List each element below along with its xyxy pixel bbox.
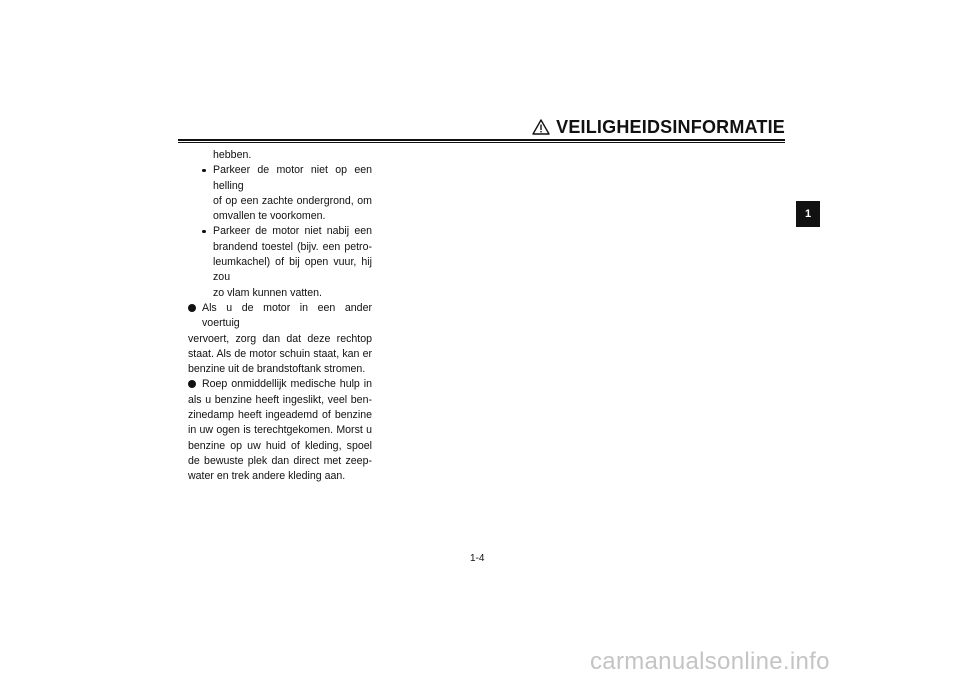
text-line: benzine op uw huid of kleding, spoel: [188, 439, 372, 452]
text-line: brandend toestel (bijv. een petro-: [213, 240, 372, 253]
text-line: water en trek andere kleding aan.: [188, 470, 346, 483]
main-bullet-item-1: [188, 301, 372, 377]
bullet-icon: [188, 380, 196, 388]
text-line: in uw ogen is terechtgekomen. Morst u: [188, 424, 372, 437]
watermark: carmanualsonline.info: [590, 648, 830, 675]
text-line: Als u de motor in een ander voertuig: [202, 301, 372, 330]
main-bullet-item-2: [188, 377, 372, 484]
page-header: [178, 116, 785, 138]
text-line: de bewuste plek dan direct met zeep-: [188, 454, 372, 467]
text-line: als u benzine heeft ingeslikt, veel ben-: [188, 393, 372, 406]
text-line: omvallen te voorkomen.: [213, 210, 326, 223]
text-line: zo vlam kunnen vatten.: [213, 286, 322, 299]
text-line: leumkachel) of bij open vuur, hij zou: [213, 256, 372, 284]
continuation-line: hebben.: [213, 149, 252, 161]
sub-bullet-item-2: [188, 224, 372, 300]
text-line: of op een zachte ondergrond, om: [213, 194, 372, 207]
text-line: zinedamp heeft ingeademd of benzine: [188, 409, 372, 422]
text-line: Roep onmiddellijk medische hulp in: [202, 378, 372, 391]
sub-bullet-item-1: [188, 163, 372, 224]
chapter-tab: 1: [796, 201, 820, 227]
text-line: benzine uit de brandstoftank stromen.: [188, 363, 366, 376]
section-title: VEILIGHEIDSINFORMATIE: [556, 117, 785, 137]
continuation-block: [188, 148, 372, 163]
body-text: [188, 148, 372, 485]
text-line: Parkeer de motor niet nabij een: [213, 225, 372, 238]
small-bullet-icon: [202, 169, 206, 173]
header-rule-thin: [178, 142, 785, 143]
text-line: staat. Als de motor schuin staat, kan er: [188, 347, 372, 360]
page-number: 1-4: [470, 553, 485, 564]
text-line: vervoert, zorg dan dat deze rechtop: [188, 332, 372, 345]
warning-triangle-icon: [532, 119, 550, 135]
bullet-icon: [188, 304, 196, 312]
header-rule-thick: [178, 139, 785, 141]
text-line: Parkeer de motor niet op een helling: [213, 164, 372, 192]
